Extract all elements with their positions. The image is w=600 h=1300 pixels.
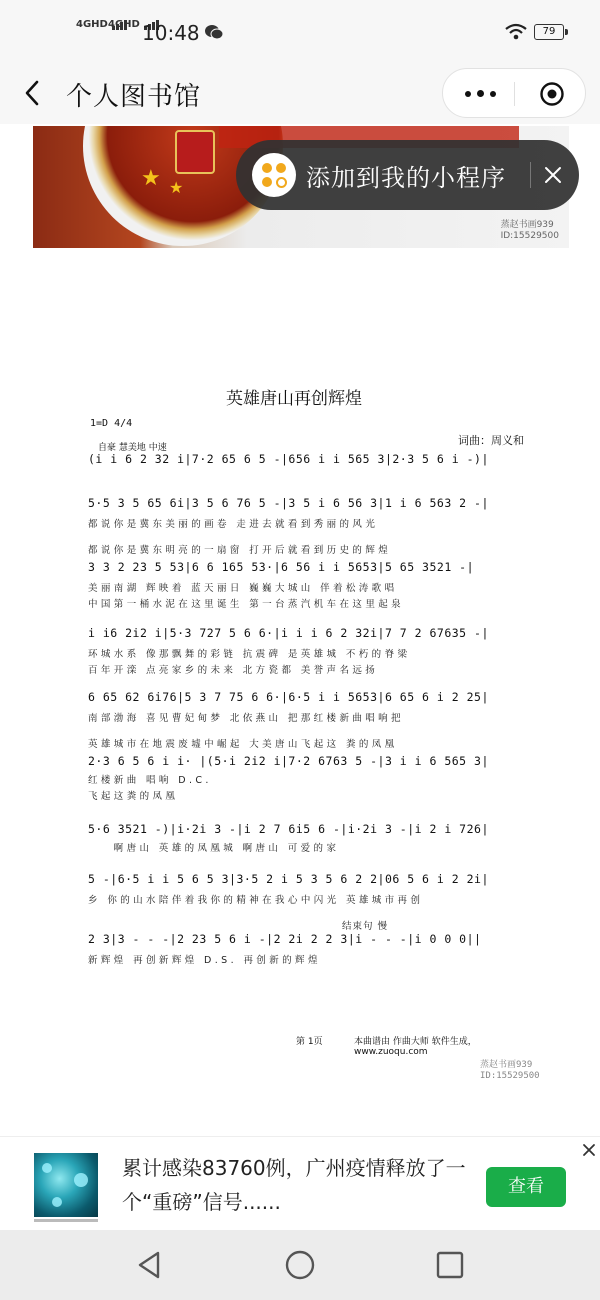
wechat-icon bbox=[204, 24, 224, 40]
clock: 10:48 bbox=[142, 21, 200, 45]
notation-row: 3 3 2 23 5 53|6 6 165 53·|6 56 i i 5653|5 65 3521 -| bbox=[88, 560, 475, 574]
song-title: 英雄唐山再创辉煌 bbox=[226, 389, 362, 409]
lyric-line: 都说你是冀东美丽的画卷 走进去就看到秀丽的风光 bbox=[88, 519, 379, 530]
view-button[interactable]: 查看 bbox=[486, 1167, 566, 1207]
coda-label: 结束句 慢 bbox=[342, 921, 389, 932]
square-recents-icon[interactable] bbox=[433, 1248, 467, 1282]
close-icon[interactable] bbox=[542, 164, 564, 186]
lyric-line: 红楼新曲 唱响 D.C. bbox=[88, 775, 212, 786]
composer-credit: 词曲：周义和 bbox=[458, 434, 524, 447]
ad-headline[interactable]: 累计感染83760例，广州疫情释放了一个“重磅”信号...... bbox=[122, 1156, 466, 1214]
lyric-line: 英雄城市在地震废墟中崛起 大美唐山飞起这 粪的凤凰 bbox=[88, 739, 398, 750]
close-icon[interactable] bbox=[580, 1141, 598, 1159]
more-dots-icon[interactable] bbox=[461, 83, 501, 103]
toast-divider bbox=[530, 162, 531, 188]
page-title: 个人图书馆 bbox=[66, 82, 202, 112]
circle-home-icon[interactable] bbox=[283, 1248, 317, 1282]
battery-icon: 79 bbox=[534, 24, 564, 40]
mini-program-close-icon[interactable] bbox=[539, 81, 565, 107]
star-icon: ★ bbox=[169, 178, 184, 197]
lyric-line: 飞起这粪的凤凰 bbox=[88, 791, 179, 802]
generator-credit: 本曲谱由 作曲大师 软件生成，www.zuoqu.com bbox=[354, 1037, 477, 1057]
page-watermark-line-1: 蒸赵书画939 bbox=[480, 1060, 533, 1070]
signal-label-2: 4GHD bbox=[108, 19, 140, 30]
notation-row: (i i 6 2 32 i|7·2 65 6 5 -|656 i i 565 3|2·3 5 6 i -)| bbox=[88, 452, 489, 466]
notation-row: 5·5 3 5 65 6i|3 5 6 76 5 -|3 5 i 6 56 3|1 i 6 563 2 -| bbox=[88, 496, 489, 510]
notation-row: 2 3|3 - - -|2 23 5 6 i -|2 2i 2 2 3|i - - -|i 0 0 0|| bbox=[88, 932, 482, 946]
capsule-divider bbox=[514, 82, 515, 106]
notation-row: i i6 2i2 i|5·3 727 5 6 6·|i i i 6 2 32i|7 7 2 67635 -| bbox=[88, 626, 489, 640]
lyric-line: 环城水系 像那飘舞的彩链 抗震碑 是英雄城 不朽的脊梁 bbox=[88, 649, 411, 660]
page-watermark bbox=[480, 1060, 540, 1082]
news-ad-banner[interactable] bbox=[0, 1136, 600, 1231]
article-content bbox=[0, 124, 600, 1136]
lyric-line: 百年开滦 点亮家乡的未来 北方瓷都 美誉声名远扬 bbox=[88, 665, 379, 676]
triangle-back-icon[interactable] bbox=[132, 1248, 166, 1282]
lyric-line: 啊唐山 英雄的凤凰城 啊唐山 可爱的家 bbox=[88, 843, 340, 854]
notation-row: 5 -|6·5 i i 5 6 5 3|3·5 2 i 5 3 5 6 2 2|06 5 6 i 2 2i| bbox=[88, 872, 489, 886]
status-bar bbox=[0, 0, 600, 62]
miniprogram-logo-icon bbox=[252, 153, 296, 197]
signal-label-1: 4GHD bbox=[76, 19, 108, 30]
publisher-logo bbox=[175, 130, 215, 174]
lyric-line: 中国第一桶水泥在这里诞生 第一台蒸汽机车在这里起泉 bbox=[88, 599, 405, 610]
page-number: 第 1页 bbox=[296, 1037, 323, 1047]
mini-program-capsule bbox=[442, 68, 586, 118]
notation-row: 5·6 3521 -)|i·2i 3 -|i 2 7 6i5 6 -|i·2i 3 -|i 2 i 726| bbox=[88, 822, 489, 836]
virus-thumbnail bbox=[34, 1153, 98, 1217]
add-to-my-miniprogram-toast[interactable] bbox=[236, 140, 579, 210]
lyric-line: 南部渤海 喜见曹妃甸梦 北依燕山 把那红楼新曲唱响把 bbox=[88, 713, 404, 724]
watermark-line-2: ID:15529500 bbox=[500, 231, 559, 241]
chevron-left-icon[interactable] bbox=[20, 78, 46, 108]
lyric-line: 美丽南湖 辉映着 蓝天丽日 巍巍大城山 伴着松涛歌唱 bbox=[88, 583, 398, 594]
toast-label: 添加到我的小程序 bbox=[306, 164, 506, 192]
image-watermark bbox=[501, 220, 559, 242]
page-watermark-line-2: ID:15529500 bbox=[480, 1071, 540, 1081]
system-navigation-bar bbox=[0, 1230, 600, 1300]
lyric-line: 乡 你的山水陪伴着我你的精神在我心中闪光 英雄城市再创 bbox=[88, 895, 424, 906]
star-icon: ★ bbox=[141, 166, 161, 191]
watermark-line-1: 蒸赵书画939 bbox=[500, 220, 554, 230]
sheet-music-page bbox=[80, 374, 540, 1094]
lyric-line: 新辉煌 再创新辉煌 D.S. 再创新的辉煌 bbox=[88, 955, 321, 966]
lyric-line: 都说你是冀东明亮的一扇窗 打开后就看到历史的辉煌 bbox=[88, 545, 392, 556]
notation-row: 6 65 62 6i76|5 3 7 75 6 6·|6·5 i i 5653|6 65 6 i 2 25| bbox=[88, 690, 489, 704]
wifi-icon bbox=[505, 23, 527, 41]
key-signature: 1=D 4/4 bbox=[90, 418, 133, 429]
notation-row: 2·3 6 5 6 i i· |(5·i 2i2 i|7·2 6763 5 -|3 i i 6 565 3| bbox=[88, 754, 489, 768]
tempo-marking: 自豪 慧美地 中速 bbox=[98, 443, 167, 453]
nav-bar bbox=[0, 62, 600, 124]
thumbnail-caption-bar bbox=[34, 1219, 98, 1222]
